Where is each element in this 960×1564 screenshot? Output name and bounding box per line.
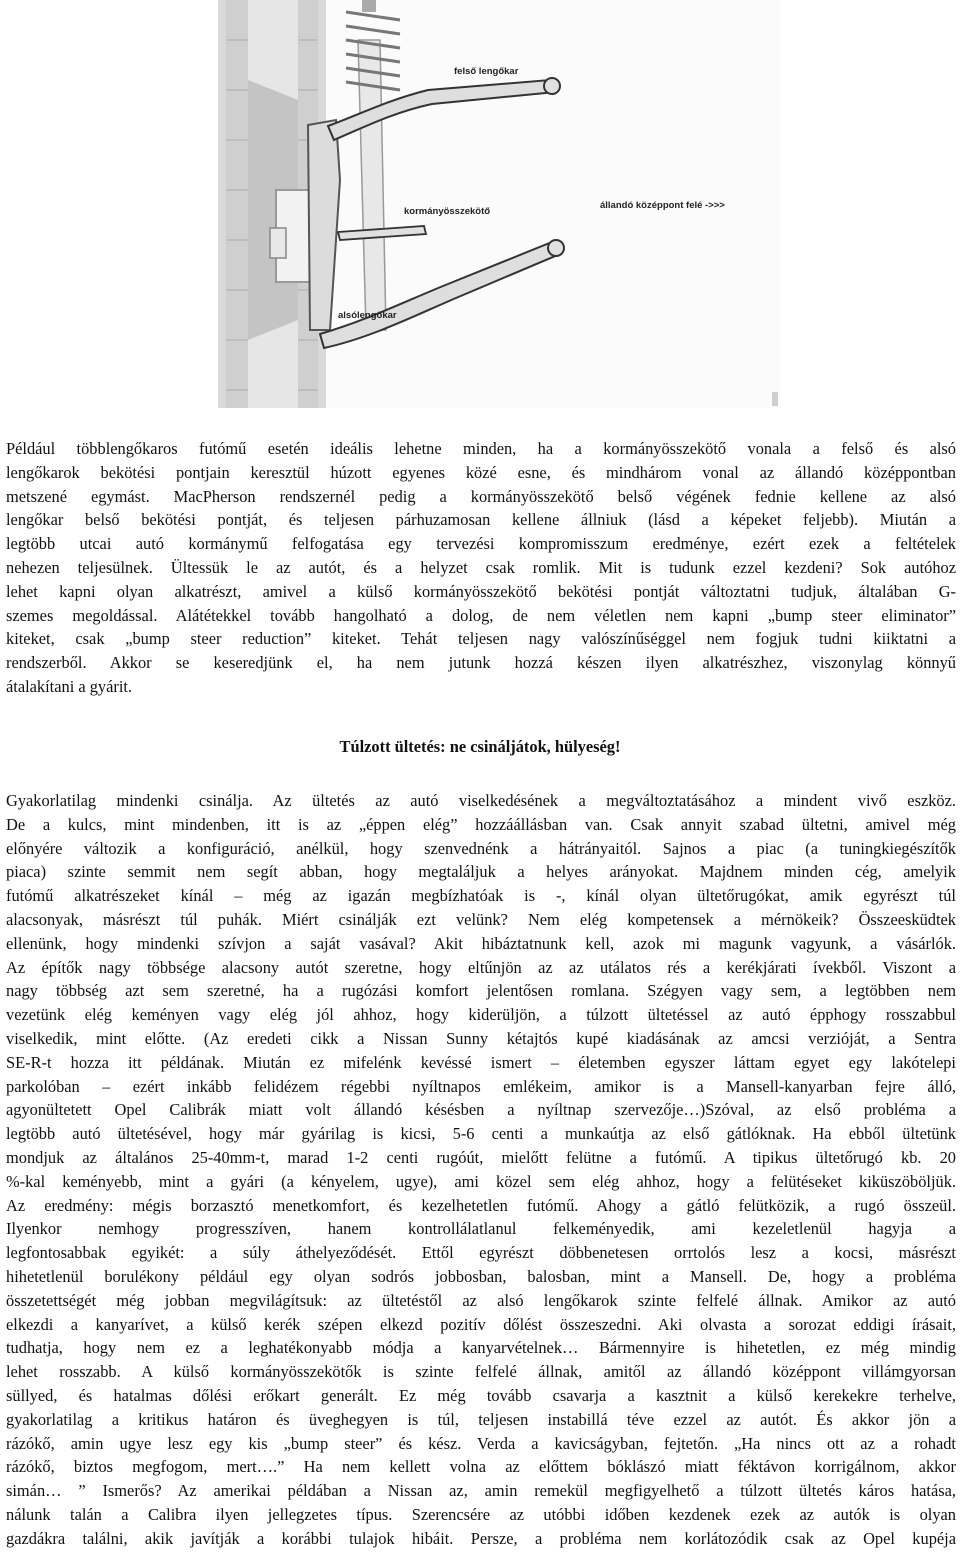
text-line: SE-R-t hozza itt példának. Miután ez mifelénk kevéssé ismert – életemben egyszer láttam egyet egy lakótelepi bbox=[6, 1052, 956, 1072]
text-line: legfontosabbak egyikét: a súly áthelyeződését. Ettől egyrészt döbbenetesen orrtolós lesz a kocsi, másrészt bbox=[6, 1243, 956, 1263]
text-line: Ilyenkor nemhogy progresszíven, hanem kontrollálatlanul felkeményedik, ami kezeletlenül hagyja a bbox=[6, 1219, 956, 1239]
text-line: nehezen teljesülnek. Ültessük le az autót, és a helyzet csak romlik. Mit is tudunk ezzel kezdeni? Sok autóhoz bbox=[6, 557, 956, 577]
tie-rod bbox=[338, 226, 426, 240]
paragraph-1 bbox=[6, 437, 956, 699]
label-tie-rod: kormányösszekötő bbox=[404, 206, 491, 217]
label-center: állandó középpont felé ->>> bbox=[600, 200, 725, 211]
text-line: gyakorlatilag a kritikus határon és üveghegyen is túl, teljesen instabillá téve ezzel az autót. És akkor jön a bbox=[6, 1409, 956, 1429]
text-line: süllyed, és hatalmas dőlési erőkart generált. Ez még tovább csavarja a kasztnit a külső kerekekre terhelve, bbox=[6, 1385, 956, 1405]
label-lower-arm: alsólengőkar bbox=[338, 310, 397, 321]
section-heading: Túlzott ültetés: ne csináljátok, hülyeség! bbox=[339, 737, 621, 756]
suspension-diagram-svg bbox=[218, 0, 780, 408]
text-line: viselkedik, mint előtte. (Az eredeti cikk a Nissan Sunny kétajtós kupé kiadásának az amcsi verzióját, a Sentra bbox=[6, 1028, 956, 1048]
text-line: előnyére változik a konfiguráció, anélkül, hogy szenvednénk a hátrányaitól. Sajnos a piac (a tuningkiegészítők bbox=[6, 838, 956, 858]
suspension-diagram bbox=[218, 0, 780, 408]
text-line: legtöbb autó ültetésével, hogy már gyárilag is kicsi, 5-6 centi a munkaútja az első gátlóknak. Ha ebből ültetünk bbox=[6, 1124, 956, 1144]
text-line: alacsonyak, másrészt túl puhák. Miért csinálják ezt velünk? Nem elég kompetensek a mérnökeik? Összeesküdtek bbox=[6, 909, 956, 929]
label-upper-arm: felső lengőkar bbox=[454, 66, 519, 77]
text-line: metszené egymást. MacPherson rendszernél pedig a kormányösszekötő belső végének fednie kellene az alsó bbox=[6, 486, 956, 506]
text-line: Például többlengőkaros futómű esetén ideális lehetne minden, ha a kormányösszekötő vonala a felső és alsó bbox=[6, 439, 956, 458]
text-line: piaca) szinte semmit nem segít abban, hogy megtaláljuk a helyes arányokat. Majdnem minden cég, amelyik bbox=[6, 862, 956, 882]
steering-knuckle bbox=[308, 120, 340, 330]
text-line: rendszerből. Akkor se keseredjünk el, ha nem jutunk hozzá készen ilyen alkatrészhez, viszonylag könnyű bbox=[6, 653, 956, 673]
text-line: elkezdi a kanyarívet, a külső kerék szépen elkezd pozitív dőlést összeszedni. Aki olvasta a sorozat eddigi írásait, bbox=[6, 1314, 956, 1334]
text-line: legtöbb utcai autó kormánymű felfogatása egy tervezési kompromisszum eredménye, ezért ezek a feltételek bbox=[6, 534, 956, 554]
text-line: %-kal keményebb, mint a gyári (a kényelem, ugye), ami közel sem elég ahhoz, hogy a felütéseket kiküszöböljük. bbox=[6, 1171, 956, 1191]
text-line: lengőkarok bekötési pontjain keresztül húzott egyenes közé esne, és mindhárom vonal az állandó középpontban bbox=[6, 462, 956, 482]
text-line: Az eredmény: mégis borzasztó menetkomfort, és kezelhetetlen futómű. Ahogy a gátló felütközik, a rugó összeül. bbox=[6, 1195, 956, 1215]
text-line: Az építők nagy többsége alacsony autót szeretne, hogy eltűnjön az az utálatos rés a kerékjárati ívekből. Viszont a bbox=[6, 957, 956, 977]
text-line: vezetünk elég keményen vagy elég jól ahhoz, hogy kiderüljön, a túlzott ültetéssel az autó épphogy rosszabbul bbox=[6, 1005, 956, 1025]
text-line: gazdákra találni, akik javítják a korábbi tulajok hibáit. Persze, a probléma nem korlátozódik csak az Opel kupéja bbox=[6, 1528, 956, 1548]
text-line: hihetetlenül borulékony például egy olyan sodrós jobbosban, balosban, mint a Mansell. De, hogy a probléma bbox=[6, 1266, 956, 1286]
text-line: Gyakorlatilag mindenki csinálja. Az ültetés az autó viselkedésének a megváltoztatásához a mindent vivő eszköz. bbox=[6, 791, 956, 810]
text-line: lengőkar belső bekötési pontját, és teljesen párhuzamosan kellene állniuk (lásd a képeket feljebb). Miután a bbox=[6, 510, 956, 530]
text-line: ellenünk, hogy mindenki szívjon a saját vasával? Akit hibáztatnunk kell, azok mi magunk vagyunk, a vásárlók. bbox=[6, 933, 956, 953]
text-line: simán… ” Ismerős? Az amerikai példában a Nissan az, amin remekül megfigyelhető a túlzott ültetés káros hatása, bbox=[6, 1481, 956, 1501]
text-line: nálunk talán a Calibra ilyen jellegzetes típus. Szerencsére az utóbbi időben kezdenek ezek az autók is olyan bbox=[6, 1504, 956, 1524]
text-line: rázókő, amin ugye lesz egy kis „bump steer” és kész. Verda a kavicságyban, fejtetőn. „Ha nincs ott az a rohadt bbox=[6, 1433, 956, 1453]
text-line: rázókő, biztos megfogom, mert….” Ha nem kellett volna az előttem bóklászó miatt féktávon korrigálnom, akkor bbox=[6, 1457, 956, 1477]
text-line: parkolóban – ezért inkább felidézem régebbi nyíltnapos emlékeim, amikor is a Mansell-kanyarban fejre álló, bbox=[6, 1076, 956, 1096]
text-line: lehet kapni olyan alkatrészt, amivel a külső kormányösszekötő bekötési pontját változtatni tudjuk, általában G- bbox=[6, 581, 956, 601]
text-line: De a kulcs, mint mindenben, itt is az „éppen elég” hozzáállásban van. Csak annyit szabad ültetni, amivel még bbox=[6, 814, 956, 834]
lower-control-arm bbox=[320, 242, 560, 348]
text-line: tudhatja, hogy nem ez a leghatékonyabb módja a kanyarvételnek… Bármennyire is hihetetlen, ez még mindig bbox=[6, 1338, 956, 1358]
text-line: futómű alkatrészeket kínál – még az igazán megbízhatóak is -, kínál olyan ültetőrugókat, amik egyrészt túl bbox=[6, 886, 956, 906]
paragraph-2 bbox=[6, 789, 956, 1551]
text-line: mondjuk az általános 25-40mm-t, marad 1-2 centi rugóút, mielőtt felütne a futómű. A tipikus ültetőrugó kb. 20 bbox=[6, 1147, 956, 1167]
text-line: lehet rosszabb. A külső kormányösszekötők is szinte felfelé állnak, amitől az állandó középpont villámgyorsan bbox=[6, 1362, 956, 1382]
text-line: összetettségét még jobban megvilágítsuk: az ültetéstől az alsó lengőkarok szinte felfelé állnak. Amikor az autó bbox=[6, 1290, 956, 1310]
text-line: kiteket, csak „bump steer reduction” kiteket. Tehát teljesen nagy valószínűséggel nem fogjuk tudni kiiktatni a bbox=[6, 629, 956, 649]
text-line: átalakítani a gyárit. bbox=[6, 676, 133, 696]
text-line: agyonültetett Opel Calibrák miatt volt állandó késésben a nyíltnap szervezője…)Szóval, az első probléma a bbox=[6, 1100, 956, 1120]
text-line: nagy többség azt sem szeretné, ha a rugózási komfort jelentősen romlana. Szégyen vagy sem, a legtöbben nem bbox=[6, 981, 956, 1001]
text-line: szemes megoldással. Alátétekkel tovább hangolható a dolog, de nem véletlen nem kapni „bump steer eliminator” bbox=[6, 605, 956, 625]
